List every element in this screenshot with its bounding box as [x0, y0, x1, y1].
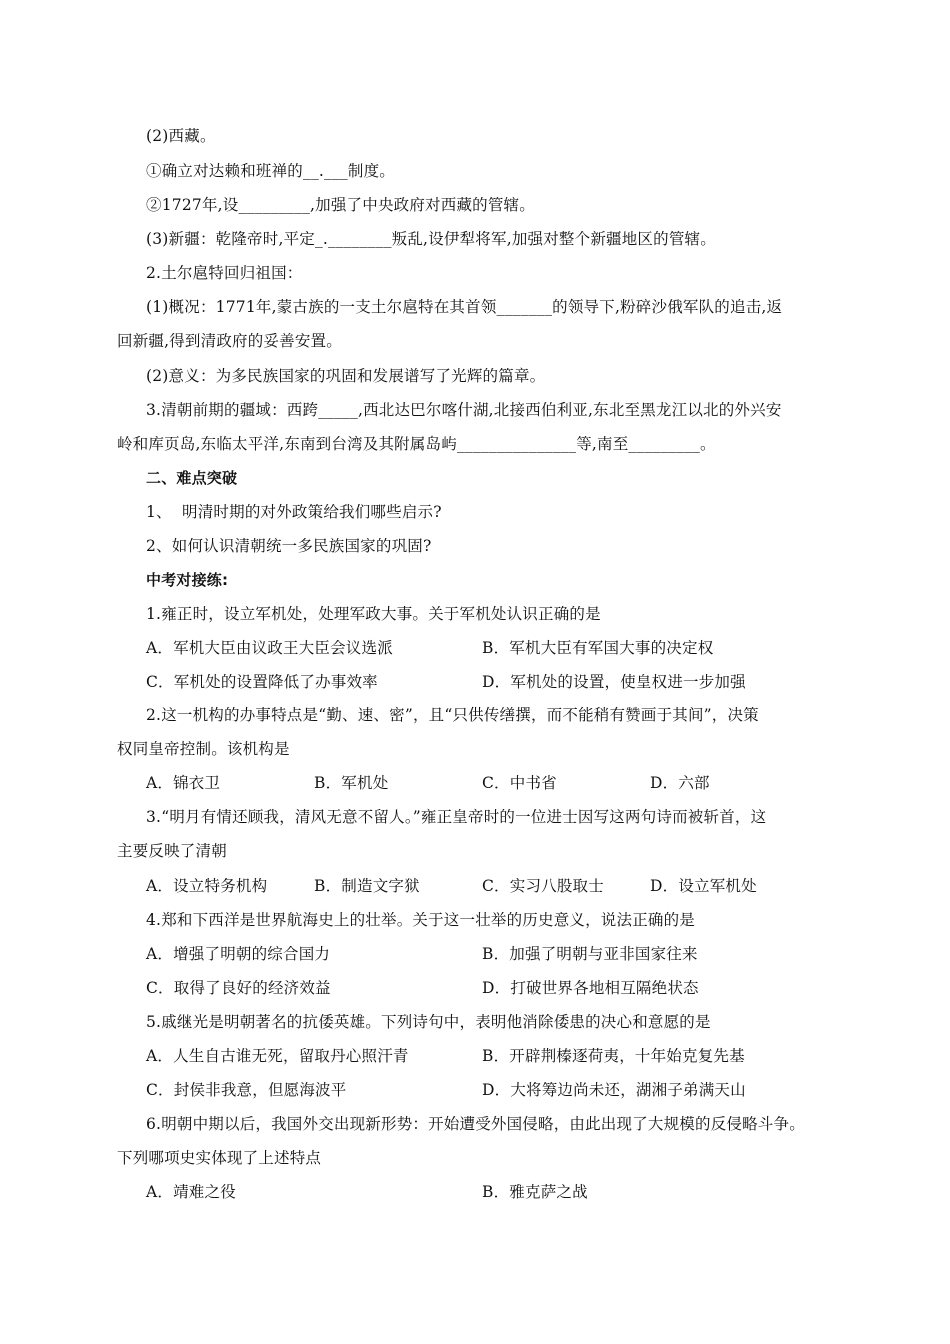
option: B．制造文字狱 [314, 877, 420, 895]
option: D．设立军机处 [650, 877, 757, 895]
question-stem: 2.这一机构的办事特点是“勤、速、密”，且“只供传缮撰，而不能稍有赞画于其间”，决策 [146, 706, 759, 724]
text-line: (1)概况：1771年,蒙古族的一支土尔扈特在其首领_______的领导下,粉碎沙俄军队的追击,返 [146, 298, 783, 316]
option: B．雅克萨之战 [482, 1183, 588, 1201]
option: D．打破世界各地相互隔绝状态 [482, 979, 699, 997]
option: C．中书省 [482, 774, 557, 792]
section-heading: 中考对接练: [146, 571, 229, 589]
question-stem: 5.戚继光是明朝著名的抗倭英雄。下列诗句中，表明他消除倭患的决心和意愿的是 [146, 1013, 711, 1031]
option: A．人生自古谁无死，留取丹心照汗青 [146, 1047, 409, 1065]
option: C．实习八股取士 [482, 877, 604, 895]
option: B．加强了明朝与亚非国家往来 [482, 945, 698, 963]
text-line: (3)新疆：乾隆帝时,平定_.________叛乱,设伊犁将军,加强对整个新疆地区的管辖。 [146, 230, 716, 248]
option: B．军机处 [314, 774, 389, 792]
question-item: 2、如何认识清朝统一多民族国家的巩固? [146, 537, 432, 555]
question-stem: 6.明朝中期以后，我国外交出现新形势：开始遭受外国侵略，由此出现了大规模的反侵略斗争。 [146, 1115, 805, 1133]
question-stem: 权同皇帝控制。该机构是 [117, 740, 290, 758]
option: B．军机大臣有军国大事的决定权 [482, 639, 714, 657]
question-stem: 1.雍正时，设立军机处，处理军政大事。关于军机处认识正确的是 [146, 605, 601, 623]
option: C．军机处的设置降低了办事效率 [146, 673, 378, 691]
option: A．军机大臣由议政王大臣会议选派 [146, 639, 393, 657]
question-item: 1、 明清时期的对外政策给我们哪些启示? [146, 503, 442, 521]
text-line: (2)西藏。 [146, 127, 216, 145]
text-line: ②1727年,设_________,加强了中央政府对西藏的管辖。 [146, 196, 535, 214]
section-heading: 二、难点突破 [146, 469, 238, 487]
option: D．大将筹边尚未还，湖湘子弟满天山 [482, 1081, 746, 1099]
option: D．六部 [650, 774, 710, 792]
option: A．增强了明朝的综合国力 [146, 945, 331, 963]
question-stem: 主要反映了清朝 [117, 842, 227, 860]
question-stem: 下列哪项史实体现了上述特点 [117, 1149, 322, 1167]
option: B．开辟荆榛逐荷夷，十年始克复先基 [482, 1047, 745, 1065]
text-line: ①确立对达赖和班禅的__.___制度。 [146, 162, 395, 180]
option: A．靖难之役 [146, 1183, 236, 1201]
text-line: 回新疆,得到清政府的妥善安置。 [117, 332, 342, 350]
text-line: 3.清朝前期的疆域：西跨_____,西北达巴尔喀什湖,北接西伯利亚,东北至黑龙江以北的外兴安 [146, 401, 782, 419]
option: D．军机处的设置，使皇权进一步加强 [482, 673, 746, 691]
option: A．锦衣卫 [146, 774, 221, 792]
option: C．取得了良好的经济效益 [146, 979, 331, 997]
option: C．封侯非我意，但愿海波平 [146, 1081, 347, 1099]
text-line: (2)意义：为多民族国家的巩固和发展谱写了光辉的篇章。 [146, 367, 546, 385]
text-line: 2.土尔扈特回归祖国： [146, 264, 303, 282]
question-stem: 4.郑和下西洋是世界航海史上的壮举。关于这一壮举的历史意义，说法正确的是 [146, 911, 695, 929]
text-line: 岭和库页岛,东临太平洋,东南到台湾及其附属岛屿_______________等,南至_________。 [117, 435, 716, 453]
question-stem: 3.“明月有情还顾我，清风无意不留人。”雍正皇帝时的一位进士因写这两句诗而被斩首，这 [146, 808, 767, 826]
option: A．设立特务机构 [146, 877, 268, 895]
